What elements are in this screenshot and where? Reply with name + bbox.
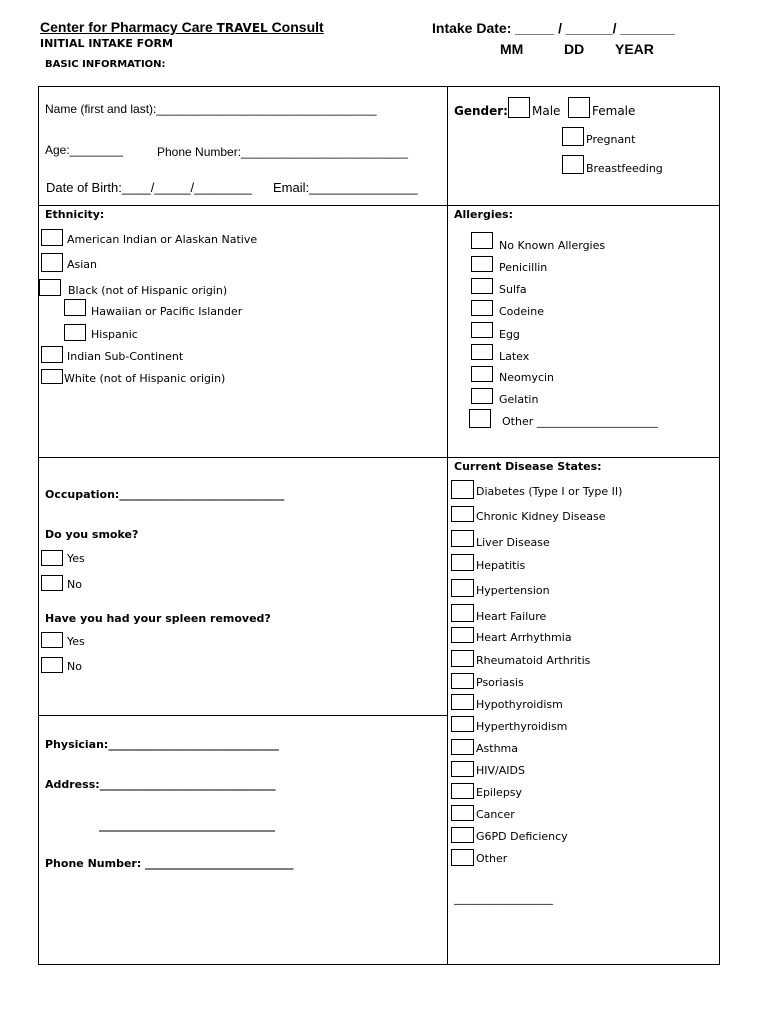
date-dd-label: DD <box>564 41 585 57</box>
address-line2-field[interactable]: ________________________________ <box>99 819 275 832</box>
email-field[interactable]: Email:_______________ <box>273 180 418 195</box>
spleen-question: Have you had your spleen removed? <box>45 612 271 625</box>
gender-label: Gender: <box>454 104 508 118</box>
disease-diabetes-checkbox[interactable] <box>451 480 474 499</box>
disease-hypertension-label: Hypertension <box>476 584 550 597</box>
smoke-no-checkbox[interactable] <box>41 575 63 591</box>
allergy-latex-label: Latex <box>499 350 530 363</box>
ethnicity-american-indian-label: American Indian or Alaskan Native <box>67 233 258 246</box>
smoke-no-label: No <box>67 578 82 591</box>
disease-hyperthyroidism-checkbox[interactable] <box>451 716 474 732</box>
dob-field[interactable]: Date of Birth:____/_____/________ <box>46 180 253 195</box>
allergy-gelatin-checkbox[interactable] <box>471 388 493 404</box>
disease-arrhythmia-label: Heart Arrhythmia <box>476 631 572 644</box>
title-part1: Center for Pharmacy Care <box>40 19 213 35</box>
disease-asthma-checkbox[interactable] <box>451 739 474 755</box>
disease-hyperthyroidism-label: Hyperthyroidism <box>476 720 568 733</box>
allergy-codeine-label: Codeine <box>499 305 544 318</box>
disease-liver-label: Liver Disease <box>476 536 550 549</box>
pregnant-checkbox[interactable] <box>562 127 584 146</box>
form-subtitle: INITIAL INTAKE FORM <box>40 37 173 50</box>
smoke-yes-label: Yes <box>67 552 85 565</box>
section-label: BASIC INFORMATION: <box>45 59 166 70</box>
allergy-other-checkbox[interactable] <box>469 409 491 428</box>
ethnicity-white-label: White (not of Hispanic origin) <box>64 372 226 385</box>
gender-male-label: Male <box>532 104 561 118</box>
ethnicity-hawaiian-label: Hawaiian or Pacific Islander <box>91 305 243 318</box>
disease-ckd-label: Chronic Kidney Disease <box>476 510 606 523</box>
allergy-penicillin-label: Penicillin <box>499 261 548 274</box>
date-year-label: YEAR <box>615 41 654 57</box>
allergy-egg-label: Egg <box>499 328 520 341</box>
allergy-penicillin-checkbox[interactable] <box>471 256 493 272</box>
breastfeeding-label: Breastfeeding <box>586 162 663 175</box>
ethnicity-hawaiian-checkbox[interactable] <box>64 299 86 316</box>
disease-hypothyroidism-checkbox[interactable] <box>451 694 474 710</box>
disease-hiv-checkbox[interactable] <box>451 761 474 777</box>
disease-hypothyroidism-label: Hypothyroidism <box>476 698 563 711</box>
title-part2: TRAVEL <box>216 21 268 35</box>
allergy-none-checkbox[interactable] <box>471 232 493 249</box>
ethnicity-hispanic-label: Hispanic <box>91 328 138 341</box>
disease-hiv-label: HIV/AIDS <box>476 764 525 777</box>
ethnicity-american-indian-checkbox[interactable] <box>41 229 63 246</box>
ethnicity-black-label: Black (not of Hispanic origin) <box>68 284 228 297</box>
allergy-latex-checkbox[interactable] <box>471 344 493 360</box>
physician-field[interactable]: Physician:_______________________________ <box>45 738 279 751</box>
disease-cancer-label: Cancer <box>476 808 515 821</box>
smoke-question: Do you smoke? <box>45 528 139 541</box>
spleen-yes-checkbox[interactable] <box>41 632 63 648</box>
disease-states-label: Current Disease States: <box>454 460 602 473</box>
disease-ra-label: Rheumatoid Arthritis <box>476 654 591 667</box>
smoke-yes-checkbox[interactable] <box>41 550 63 566</box>
gender-male-checkbox[interactable] <box>508 97 530 118</box>
disease-epilepsy-label: Epilepsy <box>476 786 523 799</box>
ethnicity-label: Ethnicity: <box>45 208 105 221</box>
ethnicity-white-checkbox[interactable] <box>41 369 63 384</box>
allergy-neomycin-checkbox[interactable] <box>471 366 493 382</box>
ethnicity-hispanic-checkbox[interactable] <box>64 324 86 341</box>
disease-other-label: Other <box>476 852 508 865</box>
ethnicity-indian-checkbox[interactable] <box>41 346 63 363</box>
allergy-neomycin-label: Neomycin <box>499 371 555 384</box>
date-mm-label: MM <box>500 41 524 57</box>
address-field[interactable]: Address:________________________________ <box>45 778 276 791</box>
disease-hypertension-checkbox[interactable] <box>451 579 474 597</box>
disease-cancer-checkbox[interactable] <box>451 805 474 821</box>
disease-psoriasis-label: Psoriasis <box>476 676 524 689</box>
ethnicity-asian-label: Asian <box>67 258 98 271</box>
occupation-field[interactable]: Occupation:______________________________ <box>45 488 285 501</box>
spleen-no-checkbox[interactable] <box>41 657 63 673</box>
disease-hepatitis-checkbox[interactable] <box>451 554 474 571</box>
disease-ckd-checkbox[interactable] <box>451 506 474 522</box>
disease-epilepsy-checkbox[interactable] <box>451 783 474 799</box>
title-part3: Consult <box>271 19 324 35</box>
name-field[interactable]: Name (first and last):_________________________________ <box>45 102 377 116</box>
disease-g6pd-checkbox[interactable] <box>451 827 474 843</box>
allergy-sulfa-label: Sulfa <box>499 283 527 296</box>
ethnicity-indian-label: Indian Sub-Continent <box>67 350 184 363</box>
disease-other-line[interactable]: __________________ <box>454 892 553 905</box>
disease-g6pd-label: G6PD Deficiency <box>476 830 568 843</box>
phone-field[interactable]: Phone Number:_________________________ <box>157 145 408 159</box>
ethnicity-black-checkbox[interactable] <box>39 279 61 296</box>
spleen-no-label: No <box>67 660 82 673</box>
spleen-yes-label: Yes <box>67 635 85 648</box>
gender-female-label: Female <box>592 104 636 118</box>
disease-liver-checkbox[interactable] <box>451 530 474 547</box>
disease-heart-failure-checkbox[interactable] <box>451 604 474 622</box>
allergy-egg-checkbox[interactable] <box>471 322 493 338</box>
disease-other-checkbox[interactable] <box>451 849 474 866</box>
allergy-other-label[interactable]: Other ______________________ <box>502 415 658 428</box>
disease-arrhythmia-checkbox[interactable] <box>451 627 474 643</box>
disease-psoriasis-checkbox[interactable] <box>451 673 474 689</box>
ethnicity-asian-checkbox[interactable] <box>41 253 63 272</box>
pregnant-label: Pregnant <box>586 133 636 146</box>
allergy-sulfa-checkbox[interactable] <box>471 278 493 294</box>
form-title <box>40 19 324 35</box>
allergy-codeine-checkbox[interactable] <box>471 300 493 316</box>
disease-hepatitis-label: Hepatitis <box>476 559 526 572</box>
allergy-gelatin-label: Gelatin <box>499 393 539 406</box>
gender-female-checkbox[interactable] <box>568 97 590 118</box>
allergies-label: Allergies: <box>454 208 513 221</box>
disease-heart-failure-label: Heart Failure <box>476 610 547 623</box>
physician-phone-field[interactable]: Phone Number: ___________________________ <box>45 857 294 870</box>
age-field[interactable]: Age:________ <box>45 143 124 157</box>
allergy-none-label: No Known Allergies <box>499 239 606 252</box>
disease-asthma-label: Asthma <box>476 742 518 755</box>
intake-date[interactable]: Intake Date: _____ / ______/ _______ <box>432 20 675 36</box>
breastfeeding-checkbox[interactable] <box>562 155 584 174</box>
disease-diabetes-label: Diabetes (Type I or Type II) <box>476 485 623 498</box>
disease-ra-checkbox[interactable] <box>451 650 474 667</box>
